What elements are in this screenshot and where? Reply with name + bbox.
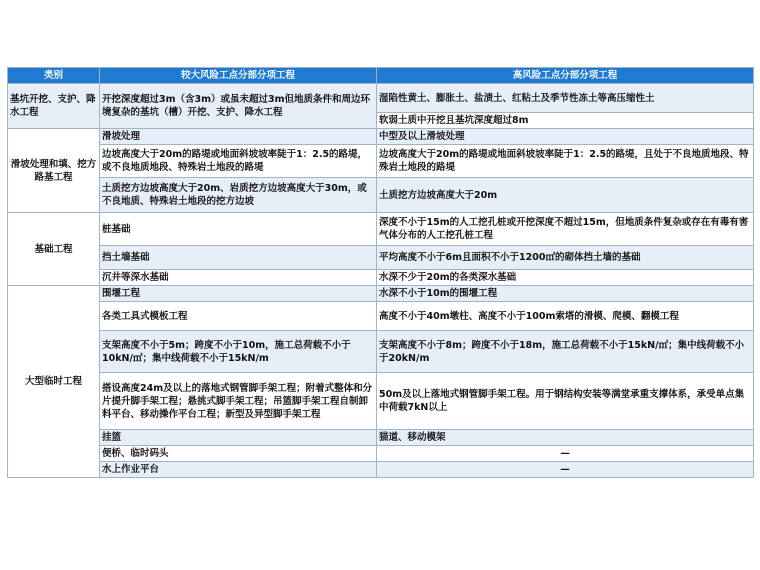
table-row	[8, 331, 754, 373]
high-risk-cell: 猫道、移动模架	[377, 430, 754, 446]
high-risk-cell: 边坡高度大于20m的路堤或地面斜坡坡率陡于1：2.5的路堤，且处于不良地质地段、特殊岩土地段的路堤	[377, 145, 754, 178]
category-cell: 基础工程	[8, 213, 100, 286]
high-risk-cell: 水深不小于10m的围堰工程	[377, 286, 754, 302]
major-risk-cell: 开挖深度超过3m（含3m）或虽未超过3m但地质条件和周边环境复杂的基坑（槽）开挖、支护、降水工程	[100, 84, 377, 129]
category-cell: 大型临时工程	[8, 286, 100, 478]
major-risk-cell: 搭设高度24m及以上的落地式钢管脚手架工程；附着式整体和分片提升脚手架工程；悬挑式脚手架工程；吊篮脚手架工程自制卸料平台、移动操作平台工程；新型及异型脚手架工程	[100, 373, 377, 430]
high-risk-cell: —	[377, 462, 754, 478]
major-risk-cell: 便桥、临时码头	[100, 446, 377, 462]
header-row	[8, 68, 754, 84]
table-row	[8, 246, 754, 270]
major-risk-cell: 各类工具式模板工程	[100, 302, 377, 331]
major-risk-cell: 桩基础	[100, 213, 377, 246]
high-risk-cell: 深度不小于15m的人工挖孔桩或开挖深度不超过15m，但地质条件复杂或存在有毒有害气体分布的人工挖孔桩工程	[377, 213, 754, 246]
table-row	[8, 270, 754, 286]
high-risk-cell: 湿陷性黄土、膨胀土、盐渍土、红粘土及季节性冻土等高压缩性土	[377, 84, 754, 113]
high-risk-cell: 水深不少于20m的各类深水基础	[377, 270, 754, 286]
major-risk-cell: 边坡高度大于20m的路堤或地面斜坡坡率陡于1：2.5的路堤，或不良地质地段、特殊岩土地段的路堤	[100, 145, 377, 178]
table-row	[8, 446, 754, 462]
header-category: 类别	[8, 68, 100, 84]
table-row	[8, 129, 754, 145]
table-row	[8, 178, 754, 213]
table-row	[8, 145, 754, 178]
major-risk-cell: 围堰工程	[100, 286, 377, 302]
high-risk-cell: 支架高度不小于8m；跨度不小于18m，施工总荷载不小于15kN/㎡；集中线荷载不小于20kN/m	[377, 331, 754, 373]
major-risk-cell: 土质挖方边坡高度大于20m、岩质挖方边坡高度大于30m，或不良地质、特殊岩土地段的挖方边坡	[100, 178, 377, 213]
high-risk-cell: 平均高度不小于6m且面积不小于1200㎡的砌体挡土墙的基础	[377, 246, 754, 270]
table-row	[8, 373, 754, 430]
high-risk-cell: 50m及以上落地式钢管脚手架工程。用于钢结构安装等满堂承重支撑体系，承受单点集中荷载7kN以上	[377, 373, 754, 430]
category-cell: 滑坡处理和填、挖方路基工程	[8, 129, 100, 213]
risk-classification-table	[7, 67, 754, 478]
header-major-risk: 较大风险工点分部分项工程	[100, 68, 377, 84]
major-risk-cell: 支架高度不小于5m；跨度不小于10m，施工总荷载不小于10kN/㎡；集中线荷载不小于15kN/m	[100, 331, 377, 373]
high-risk-cell: 高度不小于40m墩柱、高度不小于100m索塔的滑模、爬模、翻模工程	[377, 302, 754, 331]
major-risk-cell: 沉井等深水基础	[100, 270, 377, 286]
high-risk-cell: 土质挖方边坡高度大于20m	[377, 178, 754, 213]
table-row	[8, 430, 754, 446]
table-row	[8, 84, 754, 113]
table-row	[8, 213, 754, 246]
table-row	[8, 302, 754, 331]
major-risk-cell: 挂篮	[100, 430, 377, 446]
high-risk-cell: —	[377, 446, 754, 462]
high-risk-cell: 软弱土质中开挖且基坑深度超过8m	[377, 113, 754, 129]
major-risk-cell: 滑坡处理	[100, 129, 377, 145]
major-risk-cell: 挡土墙基础	[100, 246, 377, 270]
high-risk-cell: 中型及以上滑坡处理	[377, 129, 754, 145]
major-risk-cell: 水上作业平台	[100, 462, 377, 478]
category-cell: 基坑开挖、支护、降水工程	[8, 84, 100, 129]
header-high-risk: 高风险工点分部分项工程	[377, 68, 754, 84]
table-row	[8, 286, 754, 302]
table-row	[8, 462, 754, 478]
